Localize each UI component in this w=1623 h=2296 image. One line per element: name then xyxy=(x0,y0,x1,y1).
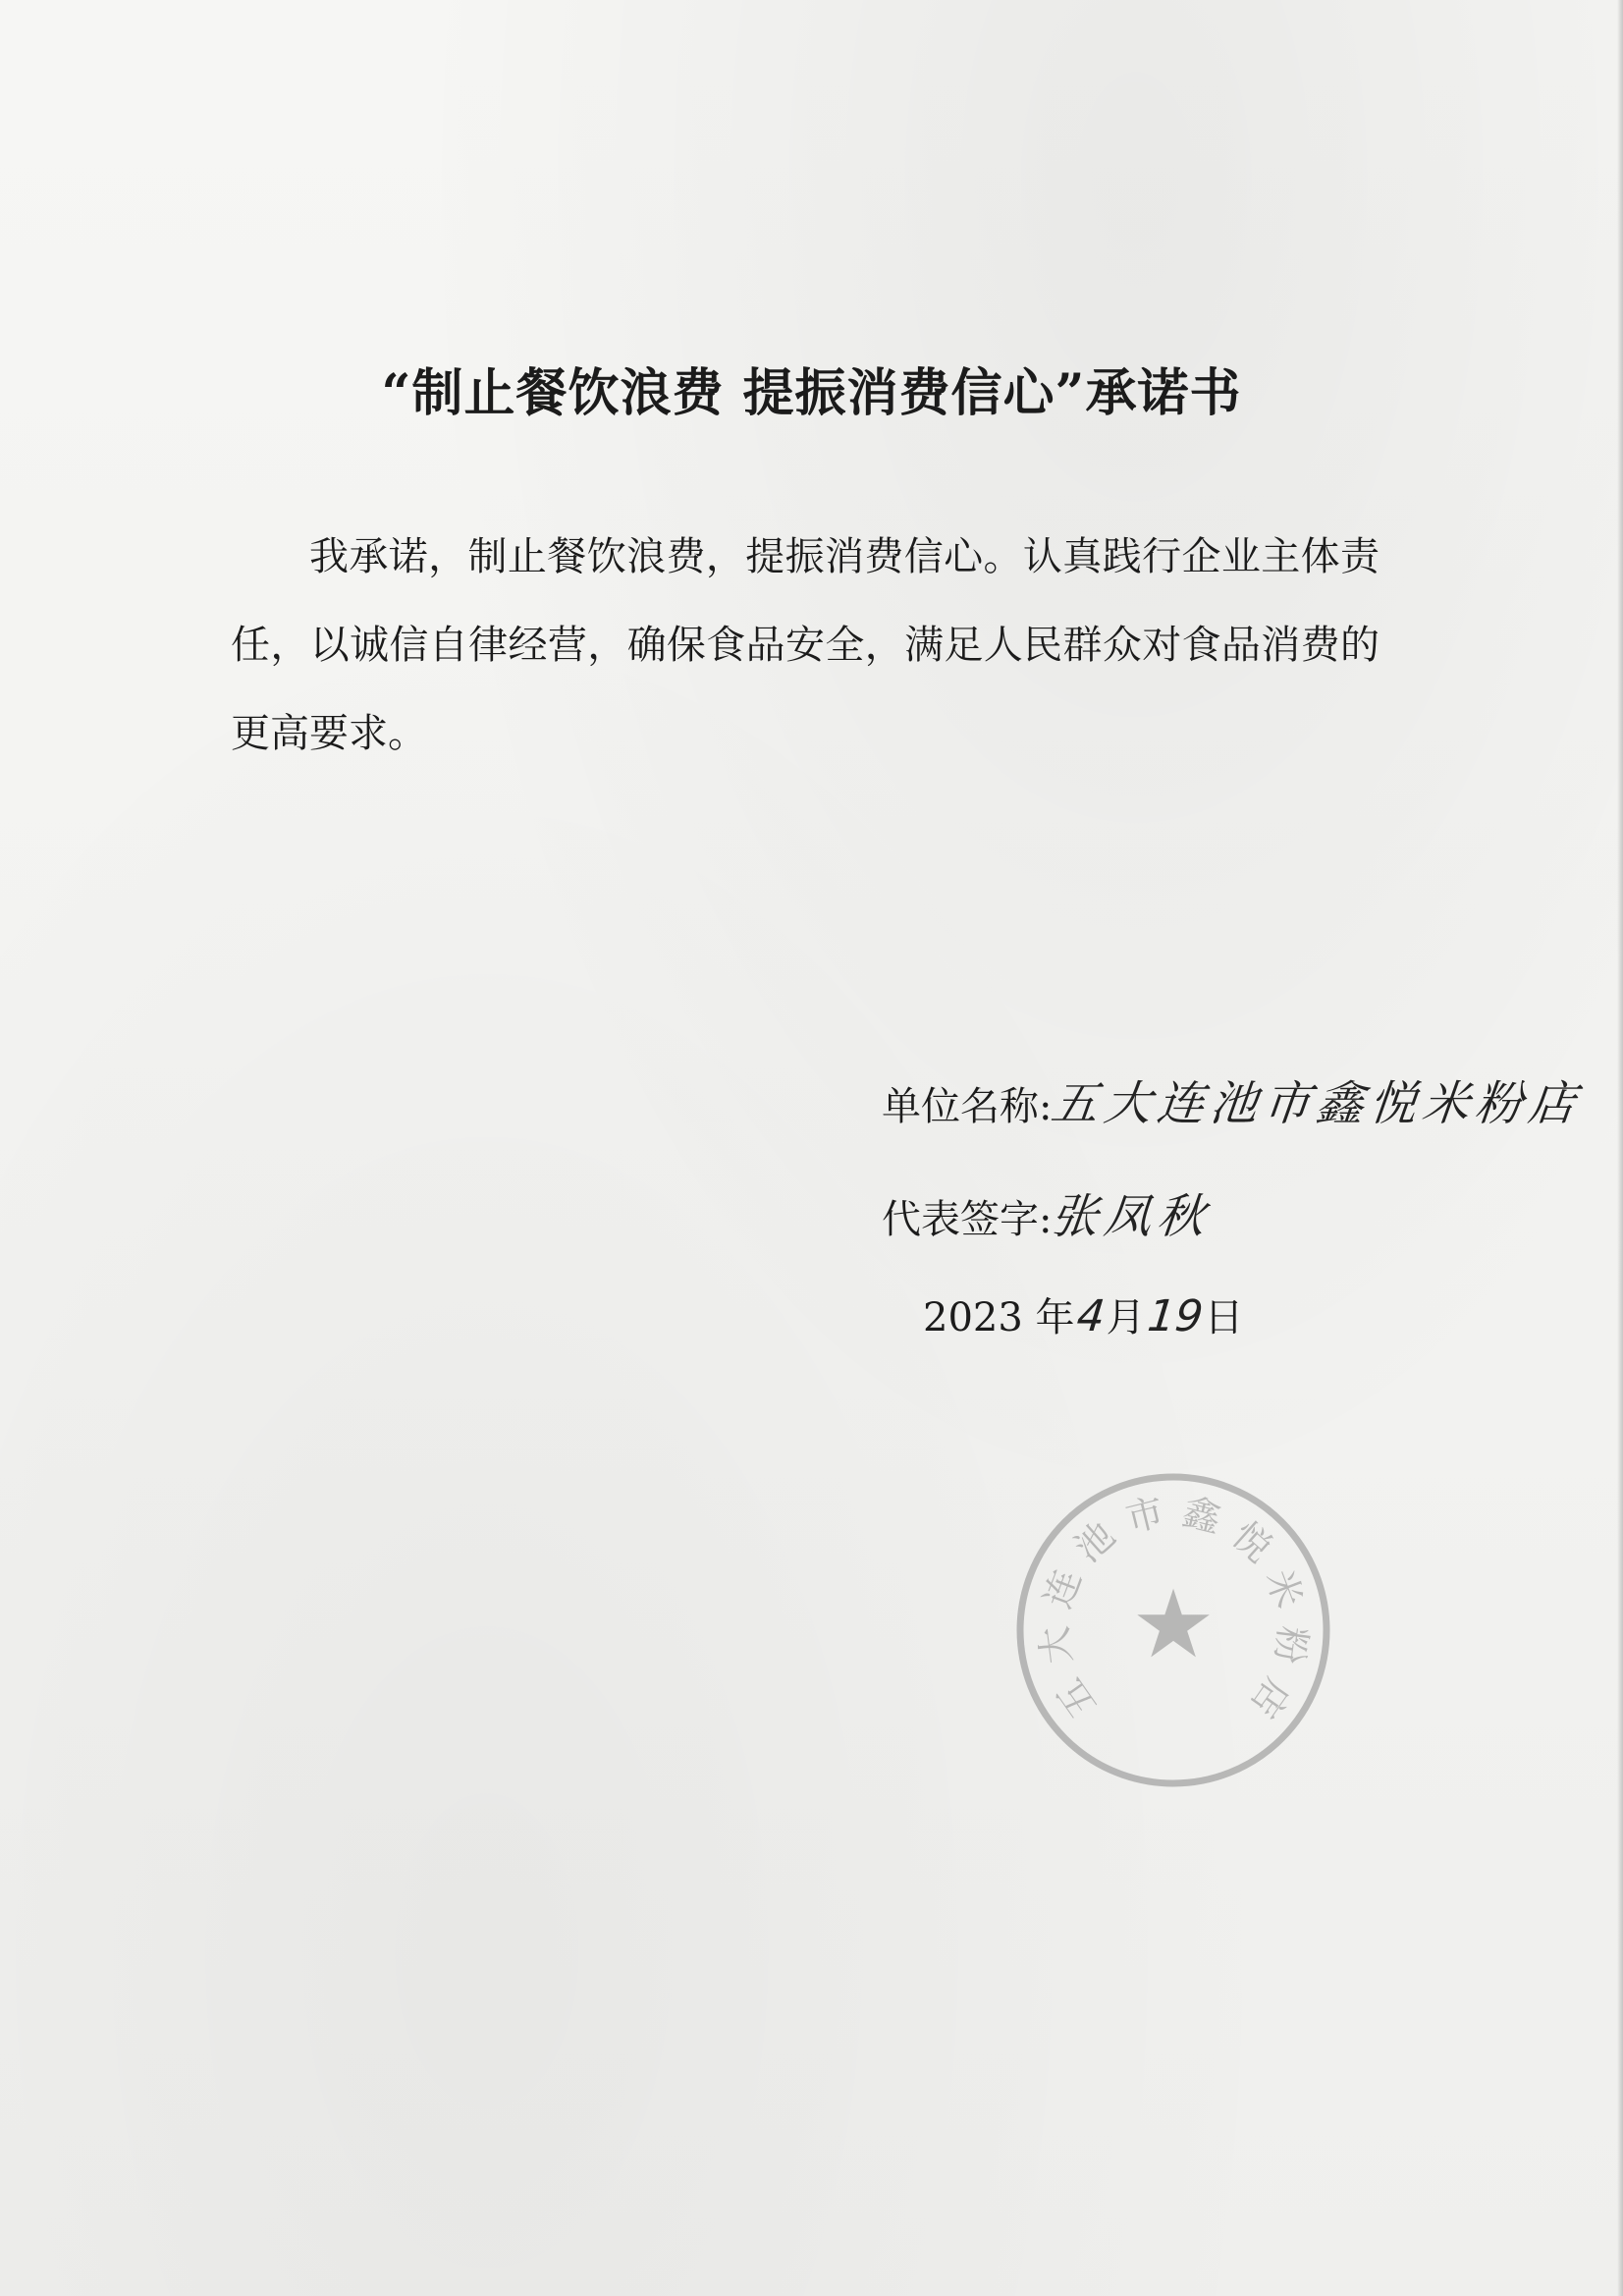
date-month-handwritten: 4 xyxy=(1073,1291,1108,1341)
seal-char: 市 xyxy=(1121,1490,1168,1541)
seal-char: 店 xyxy=(1241,1669,1299,1726)
seal-char: 粉 xyxy=(1267,1623,1315,1667)
seal-char: 悦 xyxy=(1223,1512,1280,1571)
seal-char: 五 xyxy=(1048,1669,1106,1726)
signature-handwritten: 张凤秋 xyxy=(1049,1189,1214,1244)
seal-char: 鑫 xyxy=(1178,1490,1225,1541)
date-year: 2023 年 xyxy=(923,1295,1075,1340)
unit-name-row xyxy=(882,1066,1583,1133)
seal-star-icon: ★ xyxy=(1130,1569,1217,1679)
unit-name-label: 单位名称: xyxy=(882,1084,1053,1129)
date-month-label: 月 xyxy=(1106,1295,1146,1340)
seal-char: 连 xyxy=(1035,1563,1090,1614)
unit-name-handwritten: 五大连池市鑫悦米粉店 xyxy=(1049,1076,1585,1131)
seal-char: 池 xyxy=(1066,1512,1123,1571)
document-title: “制止餐饮浪费 提振消费信心”承诺书 xyxy=(381,363,1242,423)
date-day-label: 日 xyxy=(1204,1295,1244,1340)
seal-char: 米 xyxy=(1257,1563,1312,1614)
seal-char: 大 xyxy=(1032,1623,1080,1667)
signature-label: 代表签字: xyxy=(882,1197,1053,1242)
date-row xyxy=(923,1286,1244,1342)
official-seal xyxy=(1011,1468,1335,1792)
scan-edge-shadow xyxy=(1617,0,1623,2296)
date-day-handwritten: 19 xyxy=(1144,1291,1206,1341)
pledge-body: 我承诺，制止餐饮浪费，提振消费信心。认真践行企业主体责任，以诚信自律经营，确保食品安全，满足人民群众对食品消费的更高要求。 xyxy=(231,534,1380,756)
representative-signature-row xyxy=(882,1178,1212,1246)
